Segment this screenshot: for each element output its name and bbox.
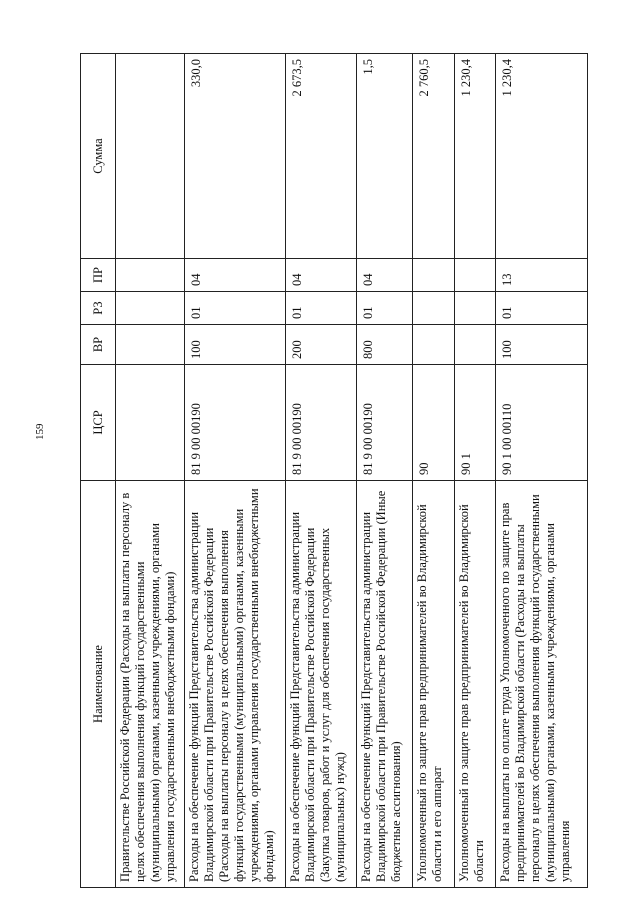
cell-sum: 2 760,5 <box>413 54 455 259</box>
cell-sum: 1 230,4 <box>454 54 496 259</box>
cell-name: Уполномоченный по защите прав предпринимателей во Владимирской области и его аппарат <box>413 481 455 888</box>
cell-csr: 90 <box>413 365 455 481</box>
cell-sum: 2 673,5 <box>286 54 357 259</box>
header-csr: ЦСР <box>81 365 116 481</box>
table-row <box>413 54 455 888</box>
header-sum: Сумма <box>81 54 116 259</box>
cell-rz: 01 <box>496 292 588 325</box>
cell-vr: 800 <box>357 325 413 365</box>
table-row <box>496 54 588 888</box>
cell-name: Правительстве Российской Федерации (Расходы на выплаты персоналу в целях обеспечения выполнения функций государственными (муниципальными) органами, казенными учреждениями, органами управления государственными внебюджетными фондами) <box>116 481 185 888</box>
table-row <box>184 54 286 888</box>
cell-csr: 81 9 00 00190 <box>184 365 286 481</box>
cell-sum: 1 230,4 <box>496 54 588 259</box>
cell-csr: 81 9 00 00190 <box>286 365 357 481</box>
cell-name: Расходы на выплаты по оплате труда Уполномоченного по защите прав предпринимателей во Владимирской области (Расходы на выплаты персоналу в целях обеспечения выполнения функций государственными (муниципальными) органами, казенными учреждениями, органами управления <box>496 481 588 888</box>
cell-pr <box>116 259 185 292</box>
cell-rz <box>454 292 496 325</box>
cell-pr <box>454 259 496 292</box>
cell-csr: 81 9 00 00190 <box>357 365 413 481</box>
cell-pr: 04 <box>357 259 413 292</box>
cell-sum: 330,0 <box>184 54 286 259</box>
cell-pr: 04 <box>184 259 286 292</box>
rotated-table-sheet <box>80 54 588 888</box>
cell-rz <box>116 292 185 325</box>
cell-pr: 13 <box>496 259 588 292</box>
cell-name: Уполномоченный по защите прав предпринимателей во Владимирской области <box>454 481 496 888</box>
cell-name: Расходы на обеспечение функций Представительства администрации Владимирской области при Правительстве Российской Федерации (Закупка товаров, работ и услуг для обеспечения государственных (муниципальных) нужд) <box>286 481 357 888</box>
budget-table <box>80 53 588 888</box>
cell-vr: 200 <box>286 325 357 365</box>
cell-name: Расходы на обеспечение функций Представительства администрации Владимирской области при Правительстве Российской Федерации (Иные бюджетные ассигнования) <box>357 481 413 888</box>
cell-rz <box>413 292 455 325</box>
table-row <box>357 54 413 888</box>
cell-sum: 1,5 <box>357 54 413 259</box>
table-row <box>116 54 185 888</box>
cell-rz: 01 <box>184 292 286 325</box>
cell-rz: 01 <box>286 292 357 325</box>
cell-vr: 100 <box>496 325 588 365</box>
cell-sum <box>116 54 185 259</box>
cell-csr: 90 1 <box>454 365 496 481</box>
cell-name: Расходы на обеспечение функций Представительства администрации Владимирской области при Правительстве Российской Федерации (Расходы на выплаты персоналу в целях обеспечения выполнения функций государственными (муниципальными) органами, казенными учреждениями, органами управления государственными внебюджетными фондами) <box>184 481 286 888</box>
cell-vr <box>454 325 496 365</box>
cell-rz: 01 <box>357 292 413 325</box>
page-number: 159 <box>34 423 46 440</box>
cell-pr <box>413 259 455 292</box>
cell-vr: 100 <box>184 325 286 365</box>
cell-pr: 04 <box>286 259 357 292</box>
table-row <box>454 54 496 888</box>
header-rz: РЗ <box>81 292 116 325</box>
table-row <box>286 54 357 888</box>
cell-csr: 90 1 00 00110 <box>496 365 588 481</box>
cell-csr <box>116 365 185 481</box>
header-pr: ПР <box>81 259 116 292</box>
header-vr: ВР <box>81 325 116 365</box>
header-name: Наименование <box>81 481 116 888</box>
cell-vr <box>116 325 185 365</box>
table-header-row <box>81 54 116 888</box>
cell-vr <box>413 325 455 365</box>
